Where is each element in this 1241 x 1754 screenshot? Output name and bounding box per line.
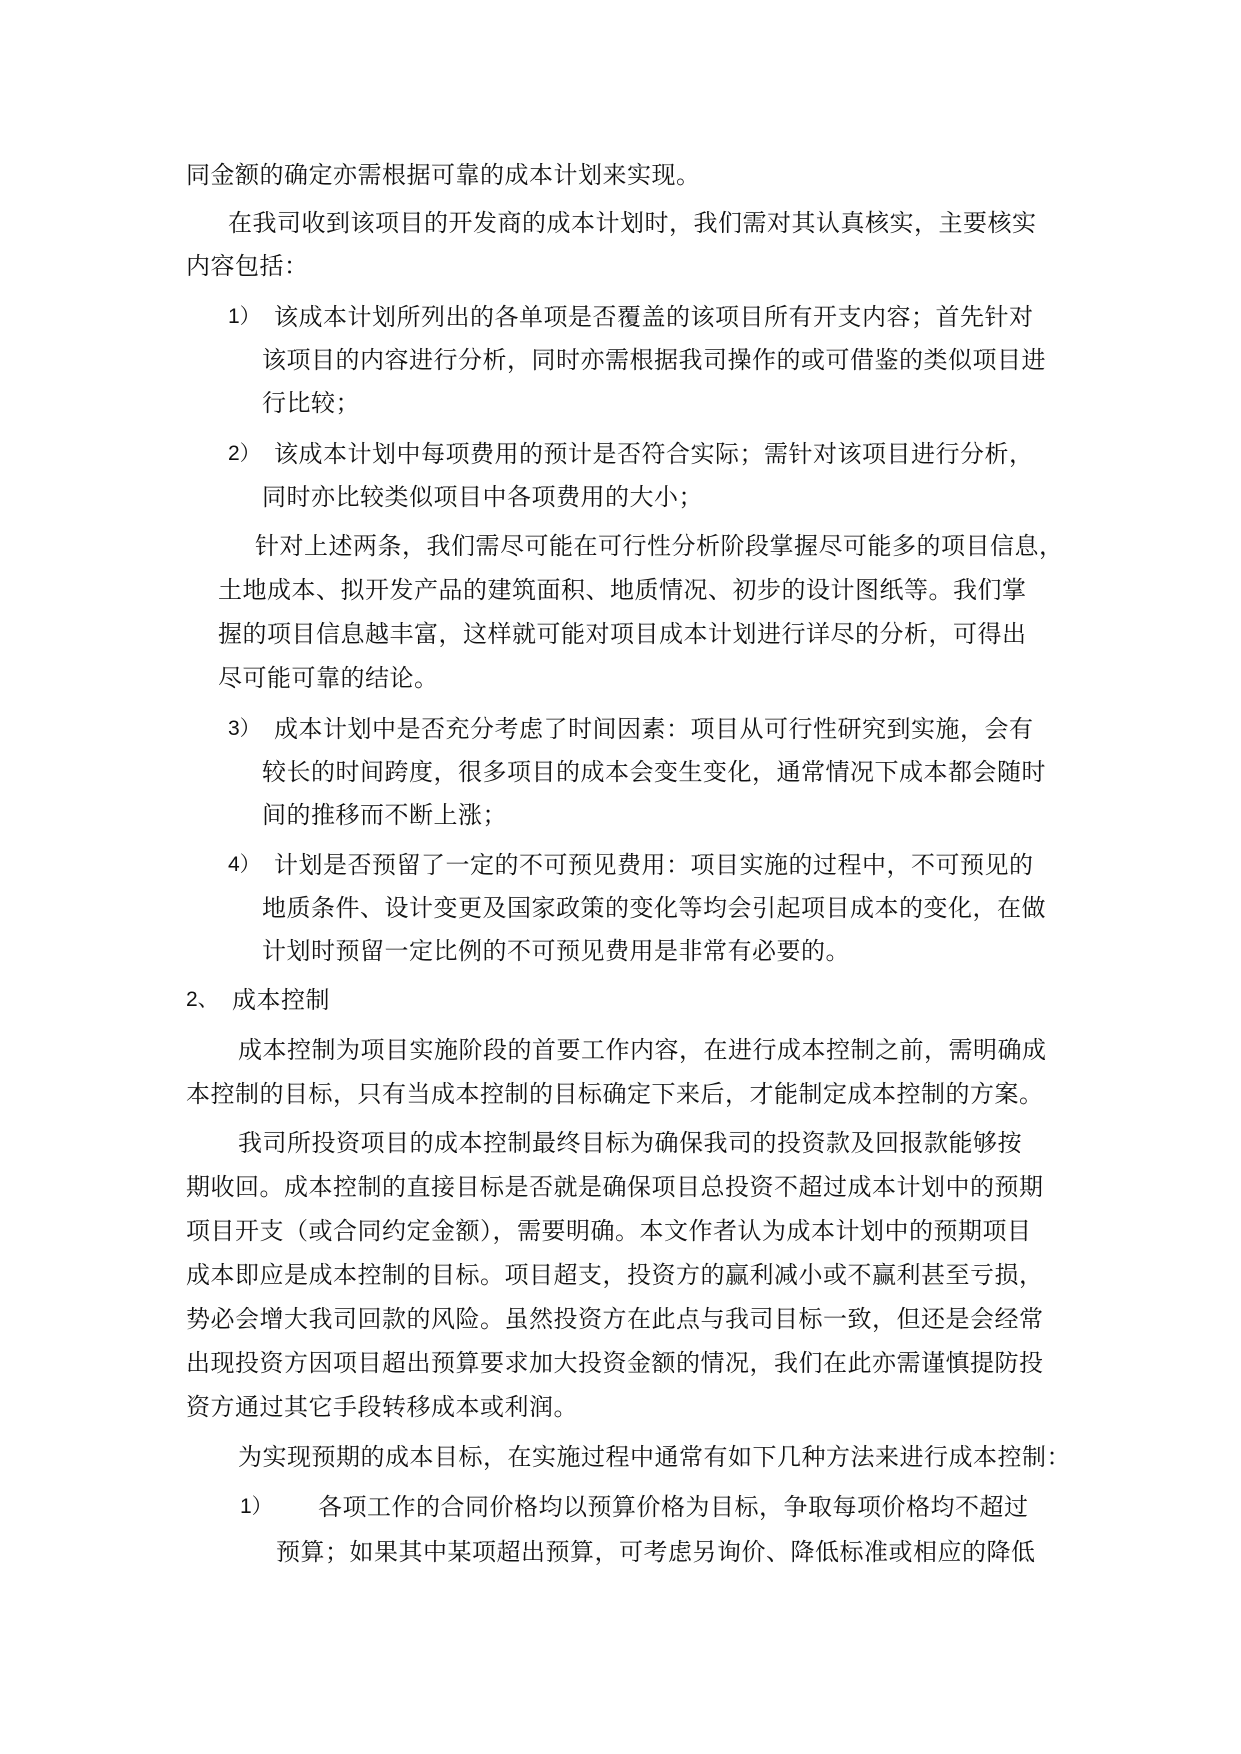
paragraph-line: 期收回。成本控制的直接目标是否就是确保项目总投资不超过成本计划中的预期 [186, 1173, 1044, 1201]
paragraph-line: 资方通过其它手段转移成本或利润。 [186, 1393, 578, 1421]
list-item-line: 同时亦比较类似项目中各项费用的大小； [262, 483, 703, 511]
list-item-line: 地质条件、设计变更及国家政策的变化等均会引起项目成本的变化，在做 [262, 894, 1046, 922]
paragraph-line: 同金额的确定亦需根据可靠的成本计划来实现。 [186, 161, 701, 189]
list-item-line: 行比较； [262, 389, 360, 417]
paragraph-line: 为实现预期的成本目标，在实施过程中通常有如下几种方法来进行成本控制： [238, 1443, 1071, 1471]
paragraph-line: 尽可能可靠的结论。 [218, 664, 439, 692]
paragraph-line: 内容包括： [186, 252, 309, 280]
section-number: 2、 [186, 988, 219, 1011]
list-item-line: 间的推移而不断上涨； [262, 801, 507, 829]
paragraph-line: 出现投资方因项目超出预算要求加大投资金额的情况，我们在此亦需谨慎提防投 [186, 1349, 1044, 1377]
list-item-line: 计划时预留一定比例的不可预见费用是非常有必要的。 [262, 937, 850, 965]
paragraph-line: 成本即应是成本控制的目标。项目超支，投资方的赢利减小或不赢利甚至亏损， [186, 1261, 1044, 1289]
list-item-line: 成本计划中是否充分考虑了时间因素：项目从可行性研究到实施，会有 [274, 715, 1034, 743]
paragraph-line: 针对上述两条，我们需尽可能在可行性分析阶段掌握尽可能多的项目信息， [255, 532, 1064, 560]
list-item-number: 1） [240, 1495, 273, 1518]
paragraph-line: 土地成本、拟开发产品的建筑面积、地质情况、初步的设计图纸等。我们掌 [218, 576, 1027, 604]
list-item-number: 4） [228, 853, 261, 876]
list-item-line: 该成本计划所列出的各单项是否覆盖的该项目所有开支内容；首先针对 [274, 303, 1034, 331]
list-item-line: 各项工作的合同价格均以预算价格为目标，争取每项价格均不超过 [318, 1493, 1029, 1521]
list-item-number: 3） [228, 717, 261, 740]
paragraph-line: 本控制的目标，只有当成本控制的目标确定下来后，才能制定成本控制的方案。 [186, 1080, 1044, 1108]
list-item-number: 2） [228, 442, 261, 465]
section-heading: 成本控制 [232, 986, 330, 1014]
paragraph-line: 项目开支（或合同约定金额），需要明确。本文作者认为成本计划中的预期项目 [186, 1217, 1032, 1245]
list-item-line: 较长的时间跨度，很多项目的成本会变生变化，通常情况下成本都会随时 [262, 758, 1046, 786]
list-item-line: 该项目的内容进行分析，同时亦需根据我司操作的或可借鉴的类似项目进 [262, 346, 1046, 374]
paragraph-line: 握的项目信息越丰富，这样就可能对项目成本计划进行详尽的分析，可得出 [218, 620, 1027, 648]
list-item-line: 计划是否预留了一定的不可预见费用：项目实施的过程中，不可预见的 [274, 851, 1034, 879]
paragraph-line: 势必会增大我司回款的风险。虽然投资方在此点与我司目标一致，但还是会经常 [186, 1305, 1044, 1333]
paragraph-line: 我司所投资项目的成本控制最终目标为确保我司的投资款及回报款能够按 [238, 1129, 1022, 1157]
list-item-line: 该成本计划中每项费用的预计是否符合实际；需针对该项目进行分析， [274, 440, 1034, 468]
list-item-line: 预算；如果其中某项超出预算，可考虑另询价、降低标准或相应的降低 [276, 1538, 1036, 1566]
paragraph-line: 成本控制为项目实施阶段的首要工作内容，在进行成本控制之前，需明确成 [238, 1036, 1047, 1064]
list-item-number: 1） [228, 305, 261, 328]
paragraph-line: 在我司收到该项目的开发商的成本计划时，我们需对其认真核实，主要核实 [228, 209, 1037, 237]
